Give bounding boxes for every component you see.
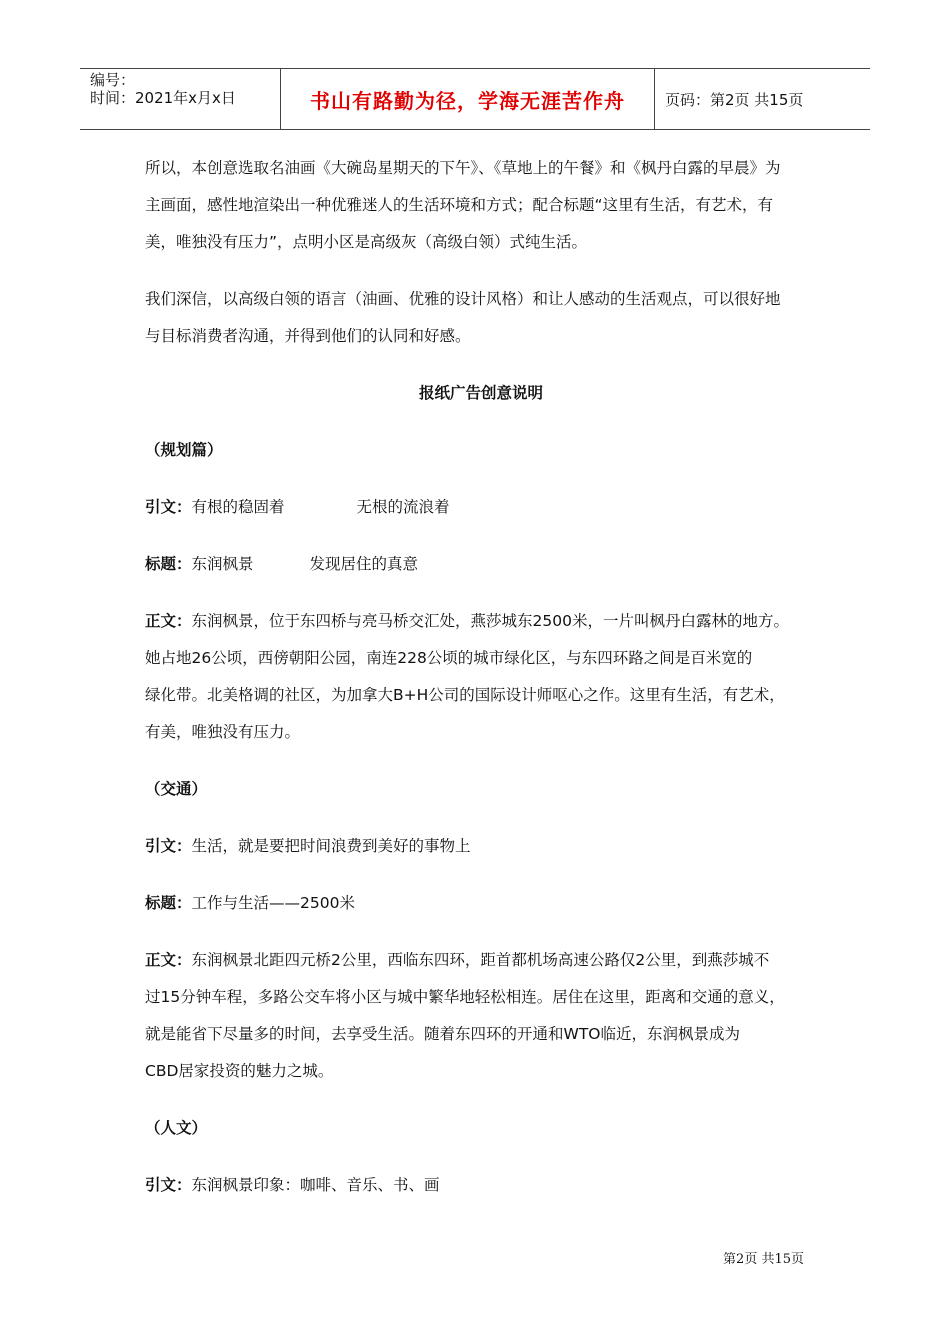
field-value: 东润枫景印象：咖啡、音乐、书、画 [191,1176,440,1194]
planning-intro [145,489,817,526]
header-page-number: 页码：第2页 共15页 [665,90,804,109]
field-value: 发现居住的真意 [309,555,419,573]
field-label: 标题： [145,555,192,573]
page-footer: 第2页 共15页 [723,1252,804,1267]
field-value: 东润枫景 [191,555,254,573]
code-label: 编号： [90,71,136,89]
intro-paragraph-2 [145,281,817,355]
field-label: 引文： [145,837,192,855]
section-title: 报纸广告创意说明 [418,384,543,402]
culture-heading: （人文） [145,1119,208,1137]
planning-body [145,603,817,751]
page-header [80,68,870,130]
planning-heading: （规划篇） [145,441,223,459]
field-label: 正文： [145,612,192,630]
traffic-heading: （交通） [145,780,208,798]
planning-title [145,546,817,583]
header-meta [80,69,281,129]
field-label: 引文： [145,1176,192,1194]
culture-intro [145,1167,817,1204]
text-line: 东润枫景北距四元桥2公里，西临东四环，距首都机场高速公路仅2公里，到燕莎城不 [191,951,770,969]
text-line: 美，唯独没有压力”，点明小区是高级灰（高级白领）式纯生活。 [145,233,588,251]
traffic-body [145,942,817,1090]
text-line: CBD居家投资的魅力之城。 [145,1062,334,1080]
header-motto-cell [281,69,655,129]
field-label: 标题： [145,894,192,912]
intro-paragraph-1 [145,150,817,261]
field-value: 有根的稳固着 [191,498,285,516]
field-value: 生活，就是要把时间浪费到美好的事物上 [191,837,471,855]
text-line: 我们深信，以高级白领的语言（油画、优雅的设计风格）和让人感动的生活观点，可以很好地 [145,290,781,308]
text-line: 绿化带。北美格调的社区，为加拿大B+H公司的国际设计师呕心之作。这里有生活，有艺术， [145,686,785,704]
header-page-cell [655,69,870,129]
document-body [145,150,817,1204]
text-line: 东润枫景，位于东四桥与亮马桥交汇处，燕莎城东2500米，一片叫枫丹白露林的地方。 [191,612,789,630]
traffic-intro [145,828,817,865]
text-line: 与目标消费者沟通，并得到他们的认同和好感。 [145,327,471,345]
field-value: 工作与生活——2500米 [191,894,355,912]
field-label: 引文： [145,498,192,516]
text-line: 主画面，感性地渲染出一种优雅迷人的生活环境和方式；配合标题“这里有生活，有艺术，有 [145,196,774,214]
text-line: 所以，本创意选取名油画《大碗岛星期天的下午》、《草地上的午餐》和《枫丹白露的早晨》为 [145,159,781,177]
date-label: 时间：2021年x月x日 [90,89,236,107]
header-motto: 书山有路勤为径，学海无涯苦作舟 [310,88,625,113]
field-label: 正文： [145,951,192,969]
text-line: 她占地26公顷，西傍朝阳公园，南连228公顷的城市绿化区，与东四环路之间是百米宽的 [145,649,753,667]
traffic-title [145,885,817,922]
field-value: 无根的流浪着 [356,498,450,516]
text-line: 过15分钟车程，多路公交车将小区与城中繁华地轻松相连。居住在这里，距离和交通的意义， [145,988,785,1006]
text-line: 有美，唯独没有压力。 [145,723,301,741]
text-line: 就是能省下尽量多的时间，去享受生活。随着东四环的开通和WTO临近，东润枫景成为 [145,1025,740,1043]
